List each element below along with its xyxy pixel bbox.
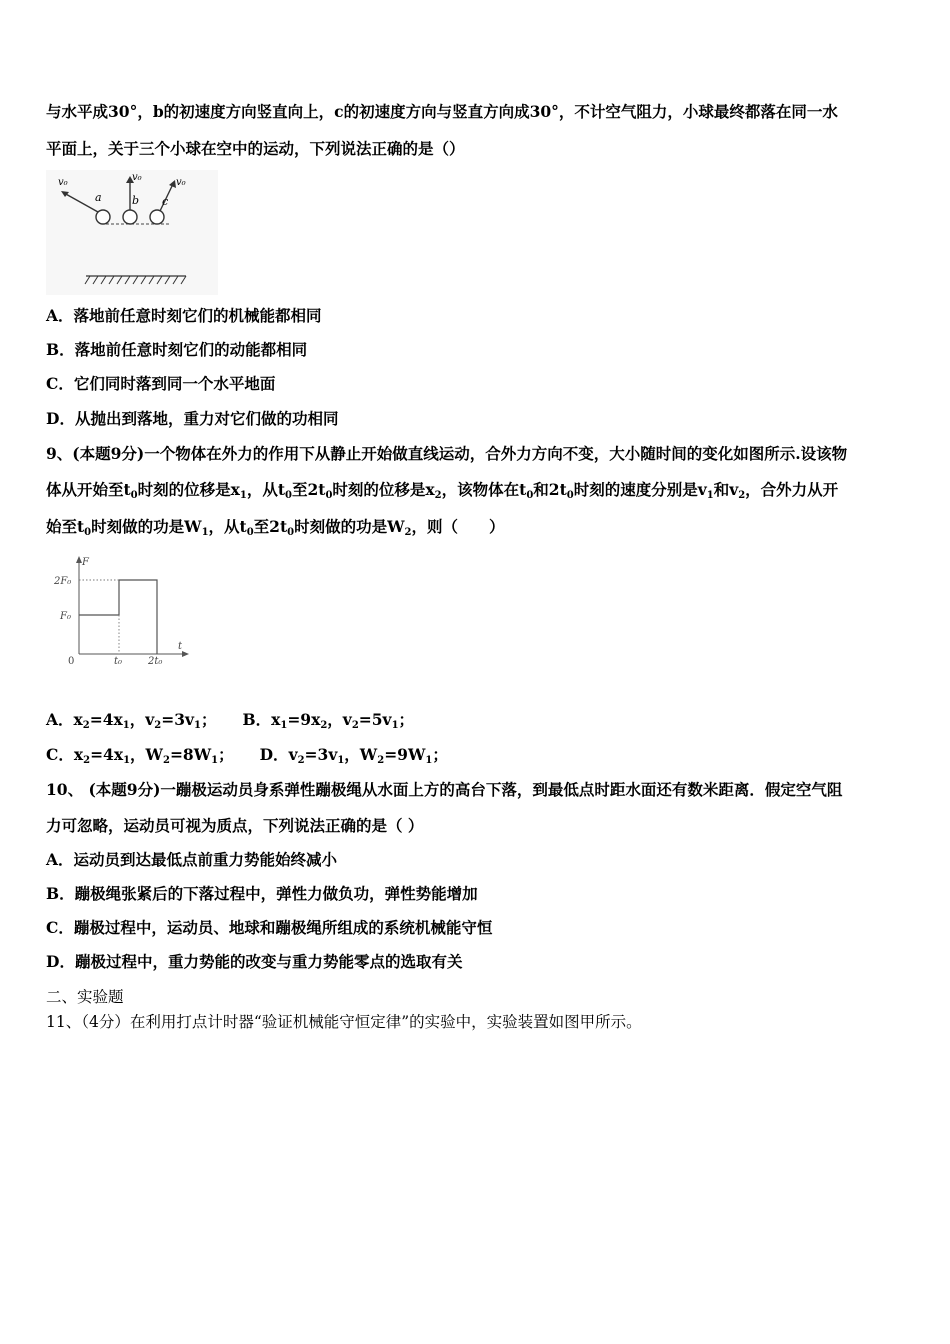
q8-option-c: C．它们同时落到同一个水平地面 xyxy=(46,374,276,393)
tick-label-2f0: 2F₀ xyxy=(54,576,72,587)
tick-label-f0: F₀ xyxy=(60,611,71,622)
velocity-arrowhead-a xyxy=(61,191,69,197)
q9-stem-line2: 体从开始至$t_0$时刻的位移是$x_1$，从$t_0$至$2t_0$时刻的位移是$x_2$，该物体在$t_0$和$2t_0$时刻的速度分别是$v_1$和$v_2$，合外力从开 xyxy=(46,480,839,501)
q11-stem: 11、（4分）在利用打点计时器“验证机械能守恒定律”的实验中，实验装置如图甲所示。 xyxy=(46,1013,642,1031)
q10-option-c: C．蹦极过程中，运动员、地球和蹦极绳所组成的系统机械能守恒 xyxy=(46,918,493,937)
q9-options-ab xyxy=(46,710,414,730)
q9-option-a: A．$x_2=4x_1$，$v_2=3v_1$； xyxy=(46,710,217,731)
q9-stem-line1: 9、(本题9分)一个物体在外力的作用下从静止开始做直线运动，合外力方向不变，大小随时间的变化如图所示.设该物 xyxy=(46,444,848,463)
tick-label-2t0: 2t₀ xyxy=(148,656,163,667)
q9-option-b: B．$x_1=9x_2$，$v_2=5v_1$； xyxy=(242,710,415,731)
q10-option-d: D．蹦极过程中，重力势能的改变与重力势能零点的选取有关 xyxy=(46,952,463,971)
q8-stem-line2: 平面上，关于三个小球在空中的运动，下列说法正确的是（） xyxy=(46,139,465,158)
velocity-arrowhead-c xyxy=(169,180,176,188)
label-v0-b: v₀ xyxy=(132,172,142,183)
label-v0-c: v₀ xyxy=(176,177,186,188)
q8-figure xyxy=(46,170,218,295)
label-v0-a: v₀ xyxy=(58,177,68,188)
q10-option-a: A．运动员到达最低点前重力势能始终减小 xyxy=(46,850,338,869)
q9-ft-graph xyxy=(46,552,196,672)
ground-hatching xyxy=(85,276,186,284)
section-title-experiment: 二、实验题 xyxy=(46,988,124,1006)
velocity-arrow-a xyxy=(64,193,98,212)
label-a: a xyxy=(95,191,102,204)
q9-ft-graph-svg xyxy=(46,552,196,672)
label-t-axis: t xyxy=(178,641,183,652)
ball-a xyxy=(96,210,110,224)
q10-stem-line1: 10、 (本题9分)一蹦极运动员身系弹性蹦极绳从水面上方的高台下落，到最低点时距水面还有数米距离．假定空气阻 xyxy=(46,780,843,799)
tick-label-t0: t₀ xyxy=(114,656,123,667)
q8-option-a: A．落地前任意时刻它们的机械能都相同 xyxy=(46,306,322,325)
tick-label-origin: 0 xyxy=(68,656,75,667)
label-b: b xyxy=(132,194,140,207)
q10-option-b: B．蹦极绳张紧后的下落过程中，弹性力做负功，弹性势能增加 xyxy=(46,884,478,903)
q8-option-b: B．落地前任意时刻它们的动能都相同 xyxy=(46,340,308,359)
q8-figure-svg xyxy=(46,170,218,295)
q8-stem-line1: 与水平成30°，b的初速度方向竖直向上，c的初速度方向与竖直方向成30°，不计空气阻力，小球最终都落在同一水 xyxy=(46,102,838,121)
q9-option-c: C．$x_2=4x_1$，$W_2=8W_1$； xyxy=(46,745,234,766)
ball-c xyxy=(150,210,164,224)
ball-b xyxy=(123,210,137,224)
t-axis-arrowhead xyxy=(182,651,189,657)
q8-option-d: D．从抛出到落地，重力对它们做的功相同 xyxy=(46,409,339,428)
q9-options-cd xyxy=(46,745,448,765)
q9-option-d: D．$v_2=3v_1$，$W_2=9W_1$； xyxy=(259,745,448,766)
label-f-axis: F xyxy=(82,557,89,568)
force-step-line xyxy=(79,580,157,654)
q10-stem-line2: 力可忽略，运动员可视为质点，下列说法正确的是（ ） xyxy=(46,816,424,835)
label-c: c xyxy=(162,195,169,208)
q9-stem-line3: 始至$t_0$时刻做的功是$W_1$，从$t_0$至$2t_0$时刻做的功是$W_2$，则（ ） xyxy=(46,517,505,538)
